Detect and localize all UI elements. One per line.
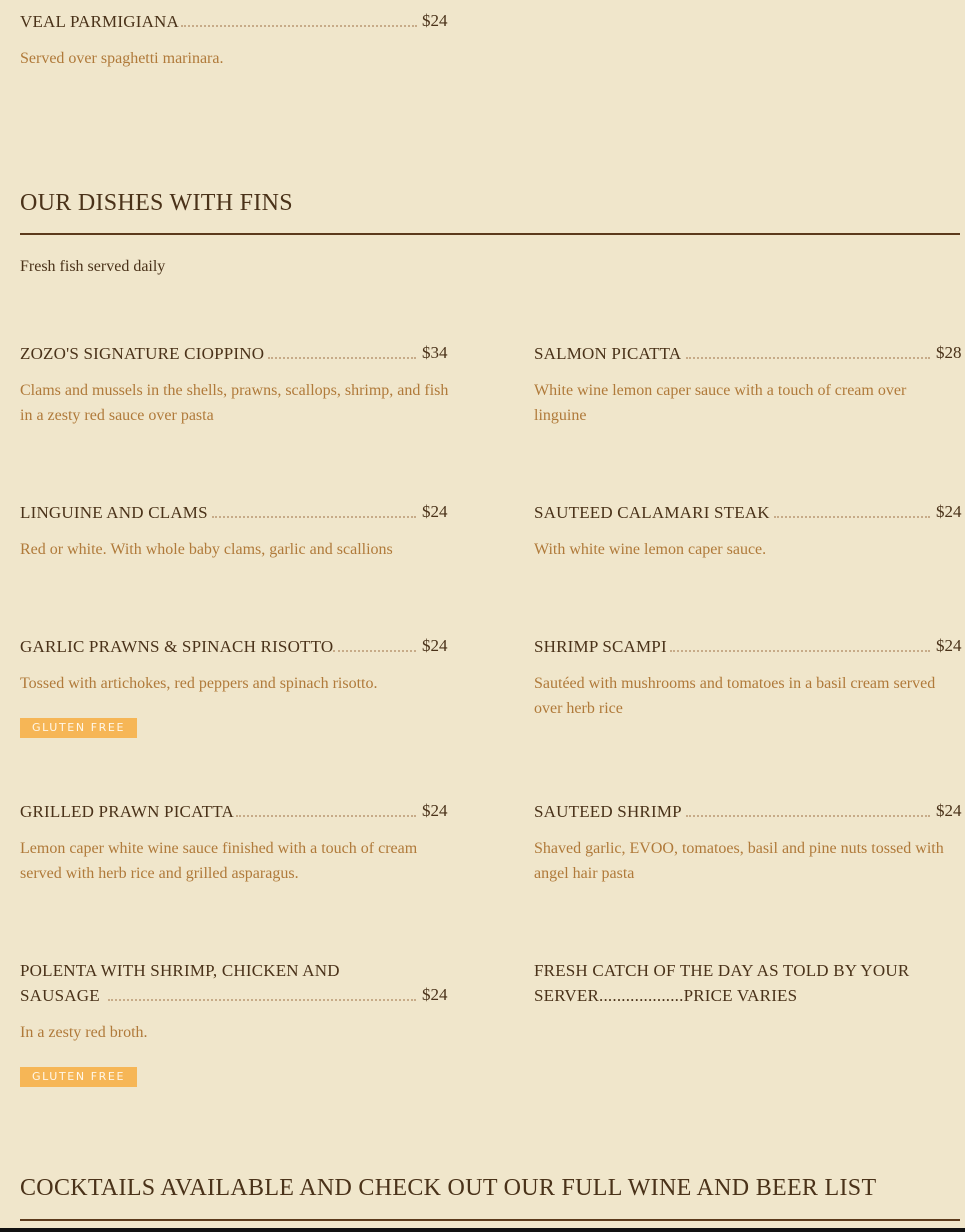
page-bottom-edge (0, 1228, 965, 1232)
section-divider (20, 233, 960, 235)
menu-item-name: GRILLED PRAWN PICATTA (20, 802, 234, 821)
menu-item-description: Sautéed with mushrooms and tomatoes in a basil cream served over herb rice (534, 675, 936, 717)
dot-leader (670, 650, 930, 652)
menu-item-price: $24 (422, 502, 448, 521)
menu-item-description: Shaved garlic, EVOO, tomatoes, basil and pine nuts tossed with angel hair pasta (534, 840, 944, 882)
menu-item-name: ZOZO'S SIGNATURE CIOPPINO (20, 344, 265, 363)
menu-item-price: $24 (936, 801, 962, 820)
menu-item-description: White wine lemon caper sauce with a touch of cream over linguine (534, 382, 907, 424)
menu-item-name: SAUTEED SHRIMP (534, 802, 682, 821)
dot-leader (181, 25, 417, 27)
menu-item-price: $24 (422, 801, 448, 820)
dot-leader (108, 999, 416, 1001)
menu-item-name-continued: SERVER...................PRICE VARIES (534, 986, 798, 1005)
menu-item-description: Served over spaghetti marinara. (20, 50, 224, 67)
menu-item-name: VEAL PARMIGIANA (20, 12, 179, 31)
menu-item-name: SALMON PICATTA (534, 344, 682, 363)
dot-leader (212, 516, 416, 518)
dot-leader (268, 357, 416, 359)
menu-item-name: SAUTEED CALAMARI STEAK (534, 503, 770, 522)
menu-item-description: With white wine lemon caper sauce. (534, 541, 767, 558)
menu-item-price: $24 (936, 636, 962, 655)
menu-item-name: SHRIMP SCAMPI (534, 637, 667, 656)
menu-item-price: $24 (936, 502, 962, 521)
menu-item-description: Lemon caper white wine sauce finished with a touch of cream served with herb rice and grilled asparagus. (20, 840, 418, 882)
menu-item-description: Red or white. With whole baby clams, garlic and scallions (20, 541, 393, 558)
menu-item-name-continued: SAUSAGE (20, 986, 100, 1005)
menu-item-name: GARLIC PRAWNS & SPINACH RISOTTO (20, 637, 334, 656)
menu-item-price: $24 (422, 11, 448, 30)
dot-leader (333, 650, 416, 652)
dot-leader (686, 815, 930, 817)
menu-item-description: In a zesty red broth. (20, 1024, 148, 1041)
menu-item-name: POLENTA WITH SHRIMP, CHICKEN AND (20, 961, 340, 980)
dot-leader (236, 815, 416, 817)
menu-item-price: $24 (422, 985, 448, 1004)
menu-item-name: FRESH CATCH OF THE DAY AS TOLD BY YOUR (534, 961, 910, 980)
menu-item-description: Tossed with artichokes, red peppers and spinach risotto. (20, 675, 378, 692)
menu-item-price: $28 (936, 343, 962, 362)
gluten-free-badge: GLUTEN FREE (20, 718, 137, 738)
section-title: COCKTAILS AVAILABLE AND CHECK OUT OUR FULL WINE AND BEER LIST (20, 1175, 877, 1201)
dot-leader (774, 516, 930, 518)
section-title: OUR DISHES WITH FINS (20, 190, 293, 216)
menu-item-price: $34 (422, 343, 448, 362)
dot-leader (686, 357, 930, 359)
menu-item-description: Clams and mussels in the shells, prawns, scallops, shrimp, and fish in a zesty red sauce over pasta (20, 382, 449, 424)
menu-item-price: $24 (422, 636, 448, 655)
section-divider (20, 1219, 960, 1221)
section-subtitle: Fresh fish served daily (20, 258, 166, 275)
gluten-free-badge: GLUTEN FREE (20, 1067, 137, 1087)
menu-item-name: LINGUINE AND CLAMS (20, 503, 208, 522)
